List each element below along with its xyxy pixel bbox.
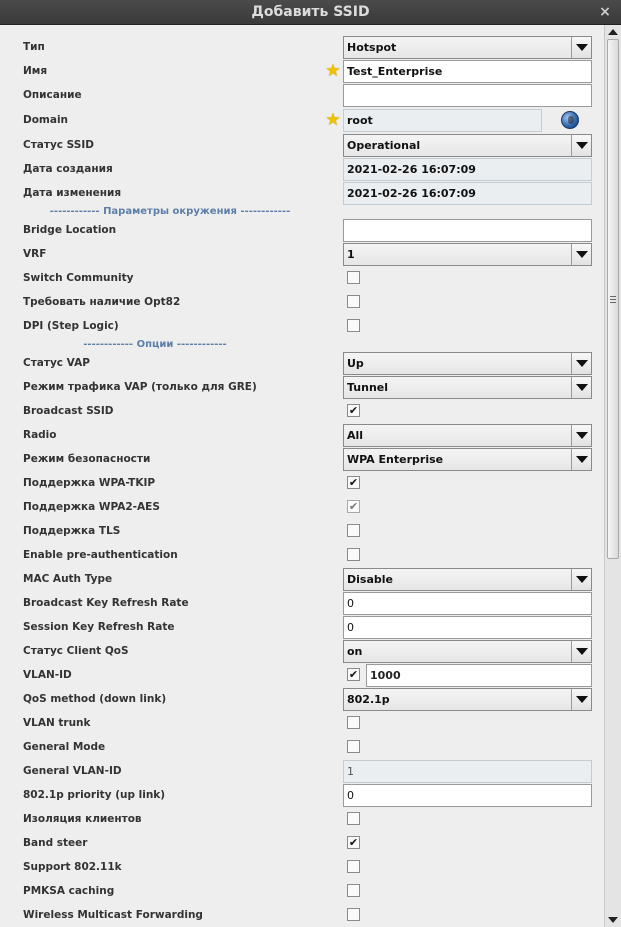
row-support-80211k [0, 855, 604, 879]
tls-label: Поддержка TLS [23, 525, 121, 537]
type-label: Тип [23, 41, 45, 53]
row-bcast-key-refresh [0, 591, 604, 615]
grip-icon [610, 296, 616, 303]
globe-icon[interactable] [561, 111, 579, 129]
qos-method-select[interactable] [343, 688, 592, 711]
row-modified [0, 181, 604, 205]
chevron-down-icon [571, 641, 591, 662]
row-radio [0, 423, 604, 447]
row-vlan-trunk [0, 711, 604, 735]
security-mode-select[interactable] [343, 448, 592, 471]
chevron-down-icon [571, 244, 591, 265]
general-vlan-id-input: 1 [343, 760, 592, 783]
name-label: Имя [23, 65, 48, 77]
row-description [0, 83, 604, 107]
client-qos-label: Статус Client QoS [23, 645, 129, 657]
session-key-refresh-label: Session Key Refresh Rate [23, 621, 175, 633]
wpa2-aes-checkbox: ✔ [348, 500, 359, 513]
ssid-status-select[interactable] [343, 134, 592, 157]
row-bridge-location [0, 218, 604, 242]
vertical-scrollbar[interactable] [604, 25, 621, 927]
client-qos-value: on [347, 645, 363, 658]
star-icon: ★ [325, 61, 341, 81]
type-value: Hotspot [347, 41, 397, 54]
form-panel [0, 25, 604, 927]
chevron-down-icon [571, 37, 591, 58]
row-general-mode [0, 735, 604, 759]
general-mode-checkbox[interactable] [347, 740, 360, 753]
qos-method-label: QoS method (down link) [23, 693, 167, 705]
radio-select[interactable] [343, 424, 592, 447]
vrf-value: 1 [347, 248, 355, 261]
modified-value: 2021-02-26 16:07:09 [343, 182, 592, 205]
row-client-qos [0, 639, 604, 663]
bridge-location-label: Bridge Location [23, 224, 117, 236]
vrf-select[interactable] [343, 243, 592, 266]
qos-method-value: 802.1p [347, 693, 390, 706]
mac-auth-type-select[interactable] [343, 568, 592, 591]
chevron-down-icon [571, 353, 591, 374]
chevron-down-icon [571, 449, 591, 470]
title-bar [0, 0, 621, 25]
row-security-mode [0, 447, 604, 471]
vlan-id-checkbox[interactable]: ✔ [348, 668, 359, 681]
row-qos-method [0, 687, 604, 711]
vap-status-value: Up [347, 357, 364, 370]
domain-input: root [343, 109, 542, 132]
bridge-location-input[interactable] [343, 219, 592, 242]
row-priority-8021p [0, 783, 604, 807]
vap-traffic-mode-value: Tunnel [347, 381, 389, 394]
dpi-checkbox[interactable] [347, 319, 360, 332]
wpa-tkip-label: Поддержка WPA-TKIP [23, 477, 156, 489]
chevron-down-icon [571, 689, 591, 710]
row-created [0, 157, 604, 181]
priority-8021p-label: 802.1p priority (up link) [23, 789, 166, 801]
row-vlan-id [0, 663, 604, 687]
row-vap-status [0, 351, 604, 375]
client-isolation-label: Изоляция клиентов [23, 813, 142, 825]
row-vap-traffic-mode [0, 375, 604, 399]
general-vlan-id-label: General VLAN-ID [23, 765, 122, 777]
row-domain [0, 108, 604, 132]
scroll-up-icon[interactable] [605, 25, 621, 39]
row-type [0, 35, 604, 59]
chevron-down-icon [571, 425, 591, 446]
vap-status-label: Статус VAP [23, 357, 90, 369]
priority-8021p-input[interactable]: 0 [343, 784, 592, 807]
created-value: 2021-02-26 16:07:09 [343, 158, 592, 181]
row-vrf [0, 242, 604, 266]
chevron-down-icon [571, 377, 591, 398]
scrollbar-thumb[interactable] [607, 39, 619, 559]
vap-traffic-mode-select[interactable] [343, 376, 592, 399]
session-key-refresh-input[interactable]: 0 [343, 616, 592, 639]
type-select[interactable] [343, 36, 592, 59]
ssid-status-value: Operational [347, 139, 421, 152]
domain-label: Domain [23, 114, 69, 126]
wpa-tkip-checkbox[interactable]: ✔ [348, 476, 359, 489]
switch-community-label: Switch Community [23, 272, 134, 284]
row-session-key-refresh [0, 615, 604, 639]
name-input[interactable]: Test_Enterprise [343, 60, 592, 83]
pmksa-caching-label: PMKSA caching [23, 885, 115, 897]
support-80211k-label: Support 802.11k [23, 861, 122, 873]
star-icon: ★ [325, 110, 341, 130]
window-title: Добавить SSID [251, 4, 370, 20]
radio-value: All [347, 429, 364, 442]
chevron-down-icon [571, 569, 591, 590]
row-wpa2-aes [0, 495, 604, 519]
row-band-steer [0, 831, 604, 855]
opt82-label: Требовать наличие Opt82 [23, 296, 181, 308]
dpi-label: DPI (Step Logic) [23, 320, 119, 332]
opt82-checkbox[interactable] [347, 295, 360, 308]
description-label: Описание [23, 89, 82, 101]
row-tls [0, 519, 604, 543]
band-steer-label: Band steer [23, 837, 88, 849]
security-mode-label: Режим безопасности [23, 453, 151, 465]
vlan-trunk-label: VLAN trunk [23, 717, 91, 729]
bcast-key-refresh-label: Broadcast Key Refresh Rate [23, 597, 189, 609]
client-qos-select[interactable] [343, 640, 592, 663]
row-wpa-tkip [0, 471, 604, 495]
modified-label: Дата изменения [23, 187, 122, 199]
row-pmksa-caching [0, 879, 604, 903]
chevron-down-icon [571, 135, 591, 156]
mac-auth-type-label: MAC Auth Type [23, 573, 113, 585]
row-client-isolation [0, 807, 604, 831]
switch-community-checkbox[interactable] [347, 271, 360, 284]
mac-auth-type-value: Disable [347, 573, 393, 586]
vlan-id-input[interactable]: 1000 [366, 664, 592, 687]
vap-traffic-mode-label: Режим трафика VAP (только для GRE) [23, 381, 257, 393]
row-ssid-status [0, 133, 604, 157]
row-switch-community [0, 266, 604, 290]
wpa2-aes-label: Поддержка WPA2-AES [23, 501, 160, 513]
wireless-multicast-checkbox[interactable] [347, 908, 360, 921]
row-name [0, 59, 604, 83]
row-broadcast-ssid [0, 399, 604, 423]
vrf-label: VRF [23, 248, 47, 260]
row-general-vlan-id [0, 759, 604, 783]
ssid-status-label: Статус SSID [23, 139, 94, 151]
row-mac-auth-type [0, 567, 604, 591]
row-opt82 [0, 290, 604, 314]
client-isolation-checkbox[interactable] [347, 812, 360, 825]
scroll-down-icon[interactable] [605, 913, 621, 927]
vlan-trunk-checkbox[interactable] [347, 716, 360, 729]
broadcast-ssid-label: Broadcast SSID [23, 405, 114, 417]
radio-label: Radio [23, 429, 57, 441]
row-pre-auth [0, 543, 604, 567]
pre-auth-label: Enable pre-authentication [23, 549, 178, 561]
broadcast-ssid-checkbox[interactable]: ✔ [348, 404, 359, 417]
general-mode-label: General Mode [23, 741, 106, 753]
wireless-multicast-label: Wireless Multicast Forwarding [23, 909, 203, 921]
row-wireless-multicast [0, 903, 604, 927]
support-80211k-checkbox[interactable] [347, 860, 360, 873]
close-button[interactable]: × [599, 4, 611, 20]
band-steer-checkbox[interactable]: ✔ [348, 836, 359, 849]
section-options: ------------ Опции ------------ [83, 339, 227, 350]
description-input[interactable] [343, 84, 592, 107]
section-environment: ------------ Параметры окружения ------------ [49, 206, 291, 217]
row-dpi [0, 314, 604, 338]
vap-status-select[interactable] [343, 352, 592, 375]
vlan-id-label: VLAN-ID [23, 669, 72, 681]
pre-auth-checkbox[interactable] [347, 548, 360, 561]
created-label: Дата создания [23, 163, 113, 175]
security-mode-value: WPA Enterprise [347, 453, 444, 466]
bcast-key-refresh-input[interactable]: 0 [343, 592, 592, 615]
tls-checkbox[interactable] [347, 524, 360, 537]
pmksa-caching-checkbox[interactable] [347, 884, 360, 897]
